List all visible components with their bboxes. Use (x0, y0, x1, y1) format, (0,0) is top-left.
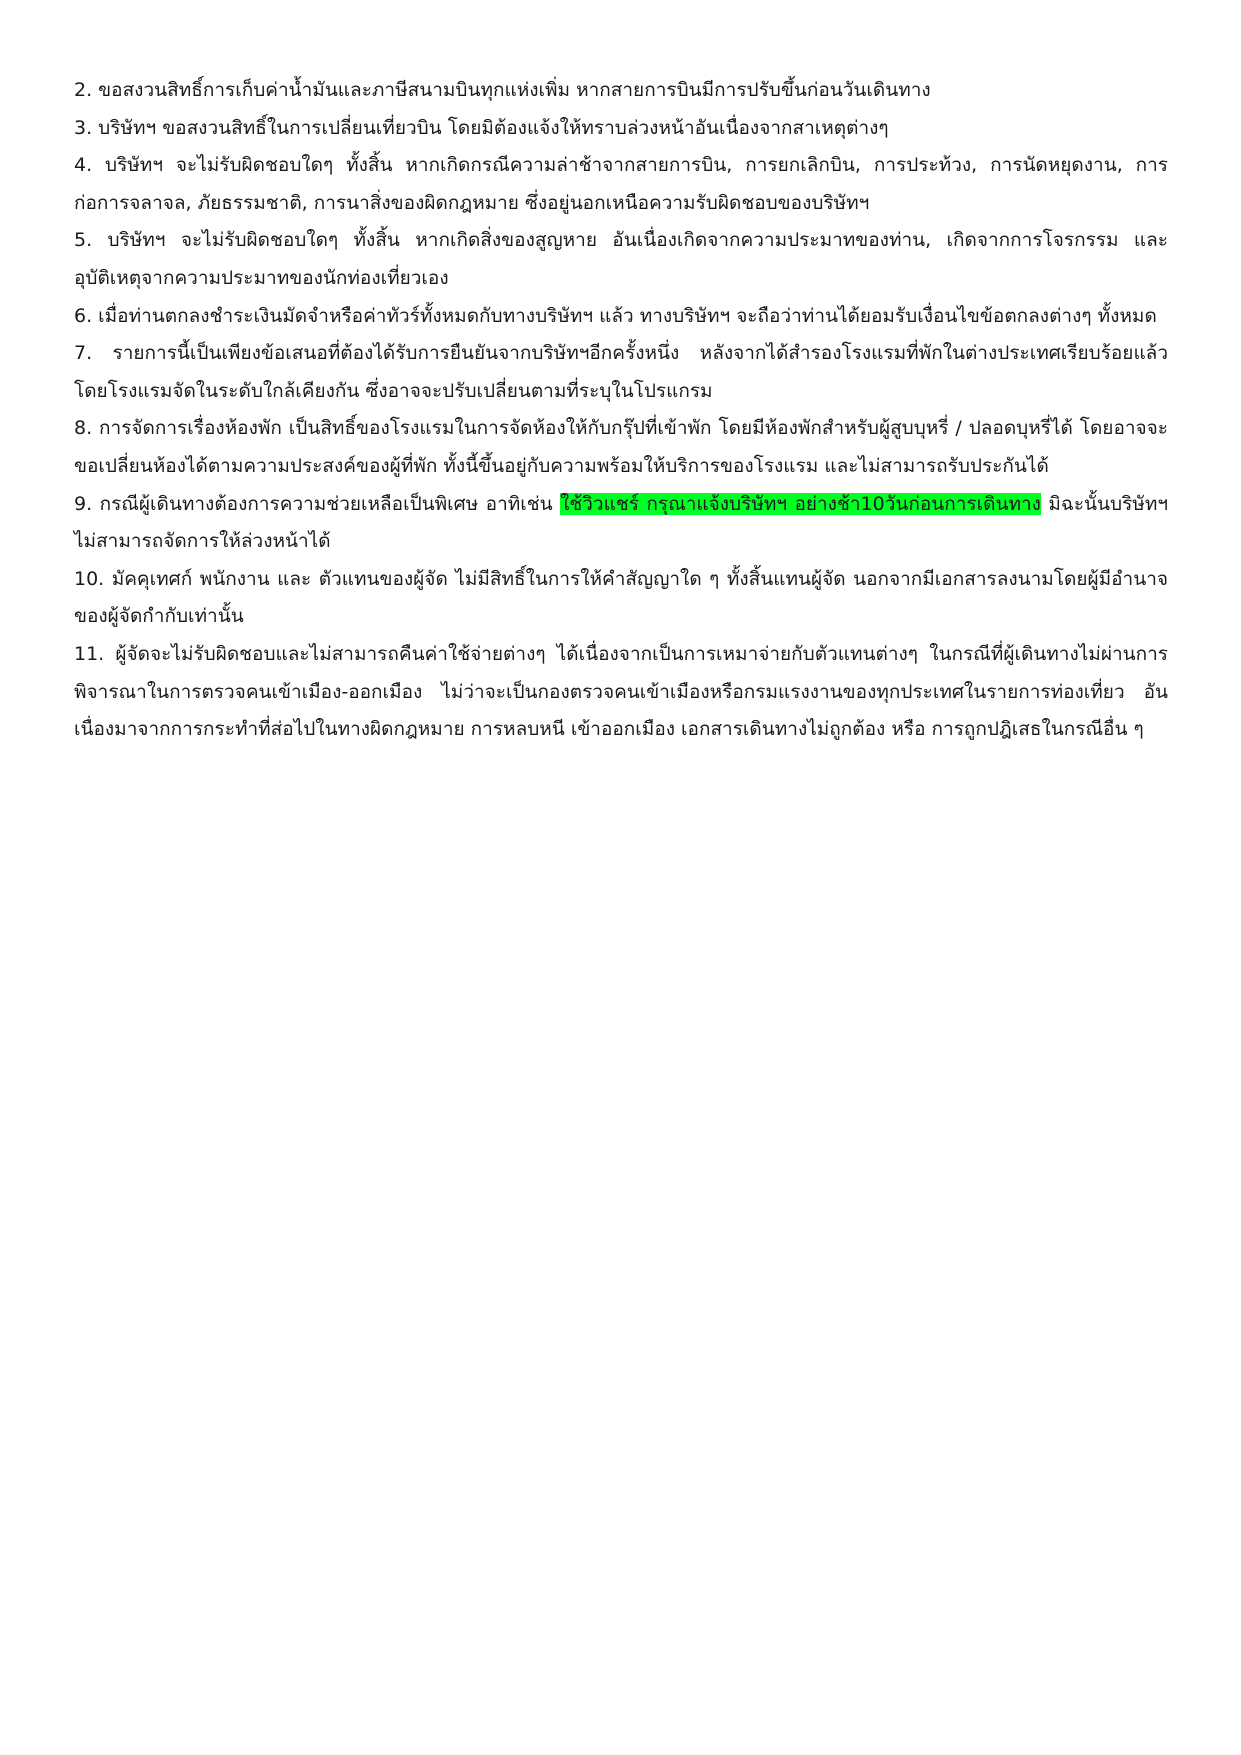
term-item-5: 5. บริษัทฯ จะไม่รับผิดชอบใดๆ ทั้งสิ้น หากเกิดสิ่งของสูญหาย อันเนื่องเกิดจากความประมาทของท่าน, เกิดจากการโจรกรรม และอุบัติเหตุจากความประมาทของนักท่องเที่ยวเอง (74, 229, 1168, 289)
term-item-6: 6. เมื่อท่านตกลงชำระเงินมัดจำหรือค่าทัวร์ทั้งหมดกับทางบริษัทฯ แล้ว ทางบริษัทฯ จะถือว่าท่านได้ยอมรับเงื่อนไขข้อตกลงต่างๆ ทั้งหมด (74, 304, 1157, 327)
term-item-11: 11. ผู้จัดจะไม่รับผิดชอบและไม่สามารถคืนค่าใช้จ่ายต่างๆ ได้เนื่องจากเป็นการเหมาจ่ายกับตัวแทนต่างๆ ในกรณีที่ผู้เดินทางไม่ผ่านการพิจารณาในการตรวจคนเข้าเมือง-ออกเมือง ไม่ว่าจะเป็นกองตรวจคนเข้าเมืองหรือกรมแรงงานของทุกประเทศในรายการท่องเที่ยว อันเนื่องมาจากการกระทำที่ส่อไปในทางผิดกฎหมาย การหลบหนี เข้าออกเมือง เอกสารเดินทางไม่ถูกต้อง หรือ การถูกปฎิเสธในกรณีอื่น ๆ (74, 642, 1168, 741)
term-item-9-text-before: 9. กรณีผู้เดินทางต้องการความช่วยเหลือเป็นพิเศษ อาทิเช่น (74, 492, 561, 515)
term-item-10: 10. มัคคุเทศก์ พนักงาน และ ตัวแทนของผู้จัด ไม่มีสิทธิ์ในการให้คำสัญญาใด ๆ ทั้งสิ้นแทนผู้จัด นอกจากมีเอกสารลงนามโดยผู้มีอำนาจของผู้จัดกำกับเท่านั้น (74, 567, 1168, 628)
highlighted-text: ใช้วิวแชร์ กรุณาแจ้งบริษัทฯ อย่างช้า10วันก่อนการเดินทาง (560, 492, 1041, 515)
term-item-8: 8. การจัดการเรื่องห้องพัก เป็นสิทธิ์ของโรงแรมในการจัดห้องให้กับกรุ๊ปที่เข้าพัก โดยมีห้องพักสำหรับผู้สูบบุหรี่ / ปลอดบุหรี่ได้ โดยอาจจะขอเปลี่ยนห้องได้ตามความประสงค์ของผู้ที่พัก ทั้งนี้ขึ้นอยู่กับความพร้อมให้บริการของโรงแรม และไม่สามารถรับประกันได้ (74, 417, 1168, 477)
terms-list (74, 72, 1168, 749)
term-item-9 (74, 486, 1168, 561)
term-item-3: 3. บริษัทฯ ขอสงวนสิทธิ์ในการเปลี่ยนเที่ยวบิน โดยมิต้องแจ้งให้ทราบล่วงหน้าอันเนื่องจากสาเหตุต่างๆ (74, 116, 889, 139)
term-item-7: 7. รายการนี้เป็นเพียงข้อเสนอที่ต้องได้รับการยืนยันจากบริษัทฯอีกครั้งหนึ่ง หลังจากได้สำรองโรงแรมที่พักในต่างประเทศเรียบร้อยแล้ว โดยโรงแรมจัดในระดับใกล้เคียงกัน ซึ่งอาจจะปรับเปลี่ยนตามที่ระบุในโปรแกรม (74, 342, 1168, 402)
term-item-4: 4. บริษัทฯ จะไม่รับผิดชอบใดๆ ทั้งสิ้น หากเกิดกรณีความล่าช้าจากสายการบิน, การยกเลิกบิน, การประท้วง, การนัดหยุดงาน, การก่อการจลาจล, ภัยธรรมชาติ, การนาสิ่งของผิดกฎหมาย ซึ่งอยู่นอกเหนือความรับผิดชอบของบริษัทฯ (74, 154, 1168, 214)
term-item-9-text-after: มิฉะนั้นบริษัทฯไม่สามารถจัดการให้ล่วงหน้าได้ (74, 492, 1169, 553)
term-item-2: 2. ขอสงวนสิทธิ์การเก็บค่าน้ำมันและภาษีสนามบินทุกแห่งเพิ่ม หากสายการบินมีการปรับขึ้นก่อนวันเดินทาง (74, 79, 931, 101)
